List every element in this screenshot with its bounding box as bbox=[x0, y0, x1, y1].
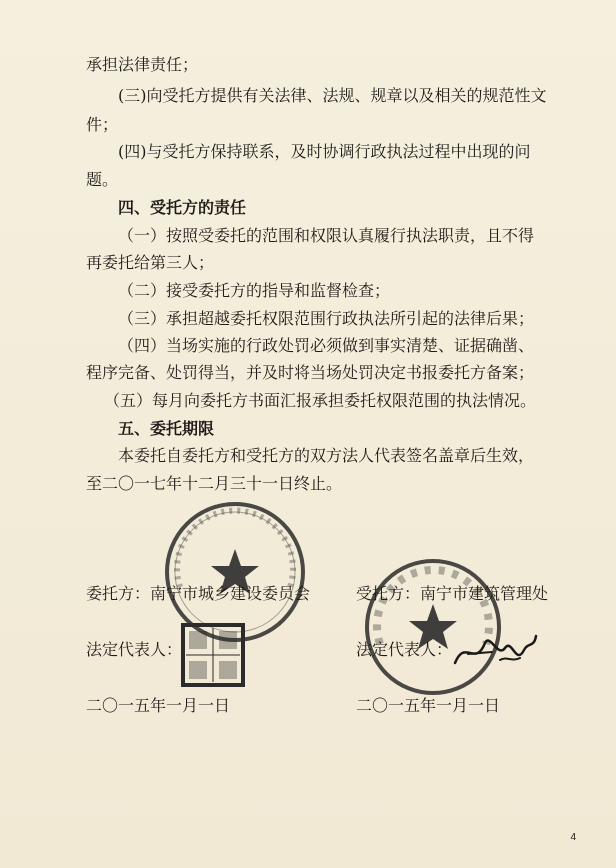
section-heading: 五、委托期限 bbox=[118, 419, 215, 438]
text-line: 至二〇一七年十二月三十一日终止。 bbox=[86, 474, 343, 493]
section-heading: 四、受托方的责任 bbox=[118, 198, 247, 217]
entrusting-party-label: 委托方：南宁市城乡建设委员会 bbox=[86, 584, 311, 603]
signing-date: 二〇一五年一月一日 bbox=[86, 696, 231, 715]
signing-date: 二〇一五年一月一日 bbox=[356, 696, 501, 715]
entrusted-party-seal bbox=[358, 552, 508, 702]
text-line: （一）按照受委托的范围和权限认真履行执法职责，且不得 bbox=[118, 226, 535, 245]
text-line: 再委托给第三人； bbox=[86, 253, 215, 272]
text-line: （二）接受委托方的指导和监督检查； bbox=[118, 281, 391, 300]
text-line: 题。 bbox=[86, 170, 119, 189]
text-line: (四)与受托方保持联系，及时协调行政执法过程中出现的问 bbox=[118, 142, 531, 161]
text-line: 承担法律责任； bbox=[86, 55, 199, 74]
handwritten-signature bbox=[450, 628, 540, 678]
text-line: 件； bbox=[86, 115, 119, 134]
text-line: （五）每月向委托方书面汇报承担委托权限范围的执法情况。 bbox=[104, 391, 537, 410]
text-line: 程序完备、处罚得当，并及时将当场处罚决定书报委托方备案； bbox=[86, 363, 535, 382]
text-line: 本委托自委托方和受托方的双方法人代表签名盖章后生效， bbox=[118, 446, 535, 465]
entrusted-party-label: 受托方：南宁市建筑管理处 bbox=[356, 584, 549, 603]
legal-representative-label: 法定代表人： bbox=[86, 640, 183, 659]
text-line: （三）承担超越委托权限范围行政执法所引起的法律后果； bbox=[118, 309, 535, 328]
text-line: （四）当场实施的行政处罚必须做到事实清楚、证据确凿、 bbox=[118, 336, 535, 355]
text-line: (三)向受托方提供有关法律、法规、规章以及相关的规范性文 bbox=[118, 86, 547, 105]
personal-name-seal bbox=[180, 622, 246, 688]
page-number: 4 bbox=[570, 832, 576, 843]
legal-representative-label: 法定代表人： bbox=[356, 640, 453, 659]
